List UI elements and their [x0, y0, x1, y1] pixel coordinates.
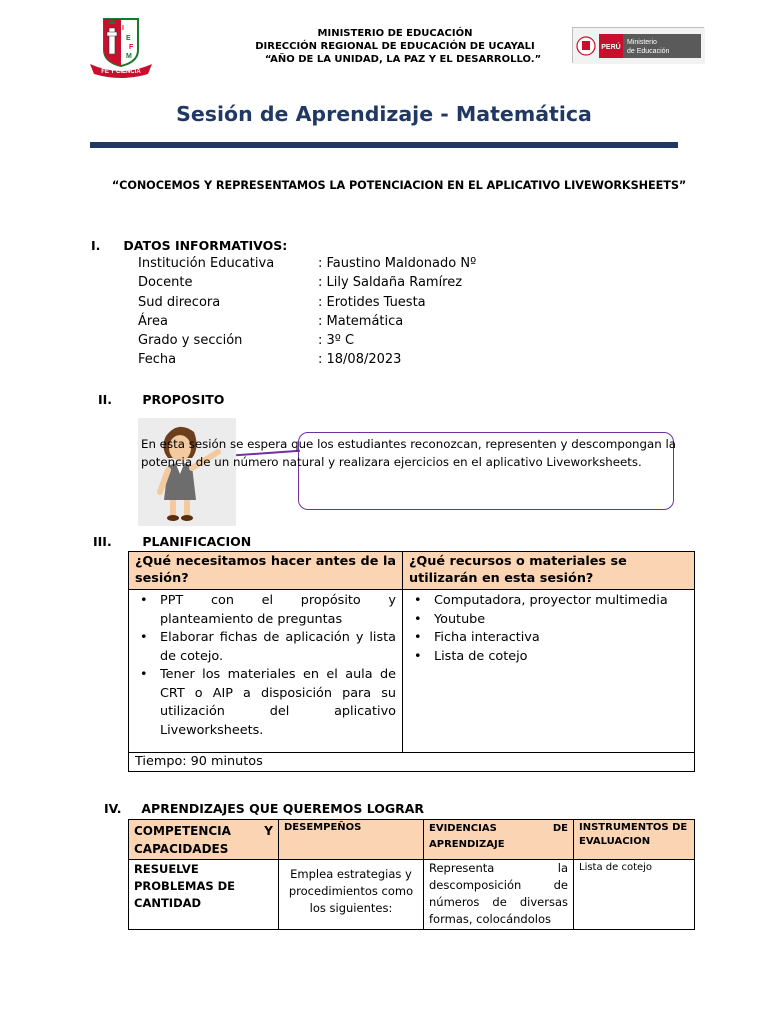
- info-value: : Faustino Maldonado Nº: [318, 256, 477, 271]
- logo-letter-e: E: [126, 35, 131, 42]
- section-number: II.: [98, 392, 113, 407]
- school-motto: FE Y CIENCIA: [101, 69, 141, 75]
- info-label: Grado y sección: [138, 333, 243, 348]
- info-label: Institución Educativa: [138, 256, 275, 271]
- logo-letter-m: M: [126, 53, 132, 60]
- section-aprendizajes-heading: [104, 801, 424, 816]
- list-item: • PPT con el propósito y planteamiento de preguntas: [135, 592, 396, 629]
- year-motto: “AÑO DE LA UNIDAD, LA PAZ Y EL DESARROLLO.”: [264, 54, 542, 65]
- info-value: : Erotides Tuesta: [318, 295, 426, 310]
- list-item: • Lista de cotejo: [409, 648, 688, 667]
- planificacion-table: [128, 551, 695, 772]
- apr-header-desempenos: DESEMPEÑOS: [279, 820, 424, 860]
- title-divider: [90, 142, 678, 148]
- info-label: Fecha: [138, 352, 177, 367]
- section-title: APRENDIZAJES QUE QUEREMOS LOGRAR: [141, 801, 425, 816]
- regional-direction: DIRECCIÓN REGIONAL DE EDUCACIÓN DE UCAYALI: [255, 41, 535, 52]
- section-number: I.: [91, 238, 101, 253]
- section-number: III.: [93, 534, 112, 549]
- list-item: • Tener los materiales en el aula de CRT o AIP a disposición para su utilización del aplicativo Liveworksheets.: [135, 666, 396, 740]
- session-name: “CONOCEMOS Y REPRESENTAMOS LA POTENCIACION EN EL APLICATIVO LIVEWORKSHEETS”: [111, 179, 687, 192]
- apr-header-competencia: COMPETENCIA Y CAPACIDADES: [129, 820, 279, 860]
- school-crest-logo: [86, 16, 156, 78]
- plan-header-left: ¿Qué necesitamos hacer antes de la sesión?: [129, 552, 403, 590]
- info-value: : Lily Saldaña Ramírez: [318, 275, 463, 290]
- list-item: • Elaborar fichas de aplicación y lista de cotejo.: [135, 629, 396, 666]
- apr-cell-competencia: RESUELVE PROBLEMAS DE CANTIDAD: [129, 860, 279, 930]
- section-title: PROPOSITO: [142, 392, 225, 407]
- info-value: : 3º C: [318, 333, 355, 348]
- apr-cell-desempeno: Emplea estrategias y procedimientos como los siguientes:: [279, 860, 424, 930]
- info-label: Sud direcora: [138, 295, 221, 310]
- ministry-name: MINISTERIO DE EDUCACIÓN: [317, 28, 473, 39]
- plan-left-cell: [129, 590, 403, 753]
- logo-letter-i: I: [122, 25, 124, 32]
- info-label: Área: [138, 314, 168, 329]
- section-datos-heading: [91, 238, 287, 253]
- section-planificacion-heading: [93, 534, 251, 549]
- minedu-country: PERÚ: [601, 44, 621, 51]
- section-title: PLANIFICACION: [142, 534, 252, 549]
- info-label: Docente: [138, 275, 193, 290]
- list-item: • Youtube: [409, 611, 688, 630]
- apr-header-evidencias: EVIDENCIAS DE APRENDIZAJE: [424, 820, 574, 860]
- list-item: • Ficha interactiva: [409, 629, 688, 648]
- proposito-text: En esta sesión se espera que los estudiantes reconozcan, representen y descompongan la potencia de un número natural y realizara ejercicios en el aplicativo Liveworksheets.: [141, 437, 676, 469]
- info-value: : 18/08/2023: [318, 352, 402, 367]
- plan-left-list: [135, 592, 396, 740]
- minedu-name-line1: Ministerio: [627, 39, 657, 46]
- plan-right-list: [409, 592, 688, 666]
- section-title: DATOS INFORMATIVOS:: [123, 238, 288, 253]
- header-text: [200, 27, 590, 66]
- section-number: IV.: [104, 801, 122, 816]
- minedu-name-line2: de Educación: [627, 48, 670, 55]
- aprendizajes-table: [128, 819, 695, 930]
- apr-cell-instrumento: Lista de cotejo: [574, 860, 695, 930]
- section-proposito-heading: [98, 392, 224, 407]
- apr-header-instrumentos: INSTRUMENTOS DE EVALUACION: [574, 820, 695, 860]
- apr-cell-evidencia: Representa la descomposición de números de diversas formas, colocándolos: [424, 860, 574, 930]
- document-title: Sesión de Aprendizaje - Matemática: [176, 102, 592, 126]
- plan-right-cell: [403, 590, 695, 753]
- plan-header-right: ¿Qué recursos o materiales se utilizarán en esta sesión?: [403, 552, 695, 590]
- list-item: • Computadora, proyector multimedia: [409, 592, 688, 611]
- minedu-logo: [572, 27, 704, 63]
- logo-letter-f: F: [129, 44, 134, 51]
- info-value: : Matemática: [318, 314, 404, 329]
- plan-tiempo: Tiempo: 90 minutos: [129, 753, 695, 772]
